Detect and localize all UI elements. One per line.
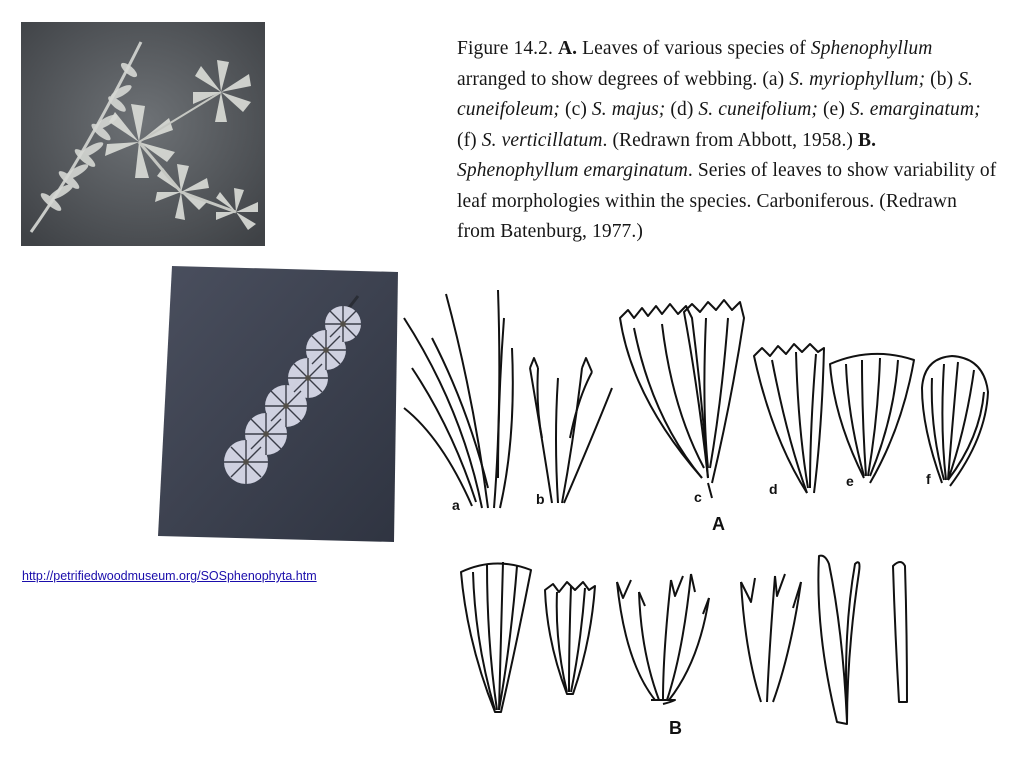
leaf-drawings-a xyxy=(404,290,988,508)
genus-name: Sphenophyllum xyxy=(810,38,933,59)
species-item-c: (c) S. majus; xyxy=(564,99,666,120)
caption-b-text: . Series of leaves to show variability of leaf morphologies within the species. Carboniferous. (Redrawn from Batenburg, 1977.) xyxy=(457,160,997,242)
panel-label-a: A xyxy=(712,514,725,534)
caption-a-credit: . (Redrawn from Abbott, 1958.) xyxy=(602,129,854,151)
part-a-label: A. xyxy=(557,38,578,59)
b-species-name: Sphenophyllum emarginatum xyxy=(457,160,688,181)
caption-a-text: Leaves of various species of xyxy=(582,38,806,59)
fossil-photo-top xyxy=(21,22,265,246)
fossil-slab-photo xyxy=(158,266,404,542)
leaf-drawings-b xyxy=(461,556,907,724)
figure-number: Figure 14.2. xyxy=(457,38,553,59)
caption-a-text2: arranged to show degrees of webbing. xyxy=(457,68,758,90)
leaf-label-b: b xyxy=(536,491,545,507)
species-item-f: (f) S. verticillatum xyxy=(457,129,603,151)
figure-a-drawing xyxy=(402,288,1002,536)
panel-label-b: B xyxy=(669,718,682,738)
source-link[interactable]: http://petrifiedwoodmuseum.org/SOSphenophyta.htm xyxy=(22,569,317,583)
leaf-labels-a xyxy=(452,471,931,534)
fossil-photo-top-image xyxy=(21,22,265,246)
leaf-label-c: c xyxy=(694,489,702,505)
species-item-b: (b) S. cuneifoleum; xyxy=(457,68,974,120)
species-item-d: (d) S. cuneifolium; xyxy=(670,99,818,120)
leaf-label-a: a xyxy=(452,497,460,513)
species-item-a: (a) S. myriophyllum; xyxy=(762,68,926,90)
leaf-label-e: e xyxy=(846,473,854,489)
fossil-slab-image xyxy=(158,266,404,542)
figure-b-drawing xyxy=(455,552,925,742)
species-item-e: (e) S. emarginatum; xyxy=(822,99,981,120)
leaf-label-f: f xyxy=(926,471,931,487)
figure-caption xyxy=(457,34,997,248)
part-b-label: B. xyxy=(858,129,877,151)
leaf-label-d: d xyxy=(769,481,778,497)
